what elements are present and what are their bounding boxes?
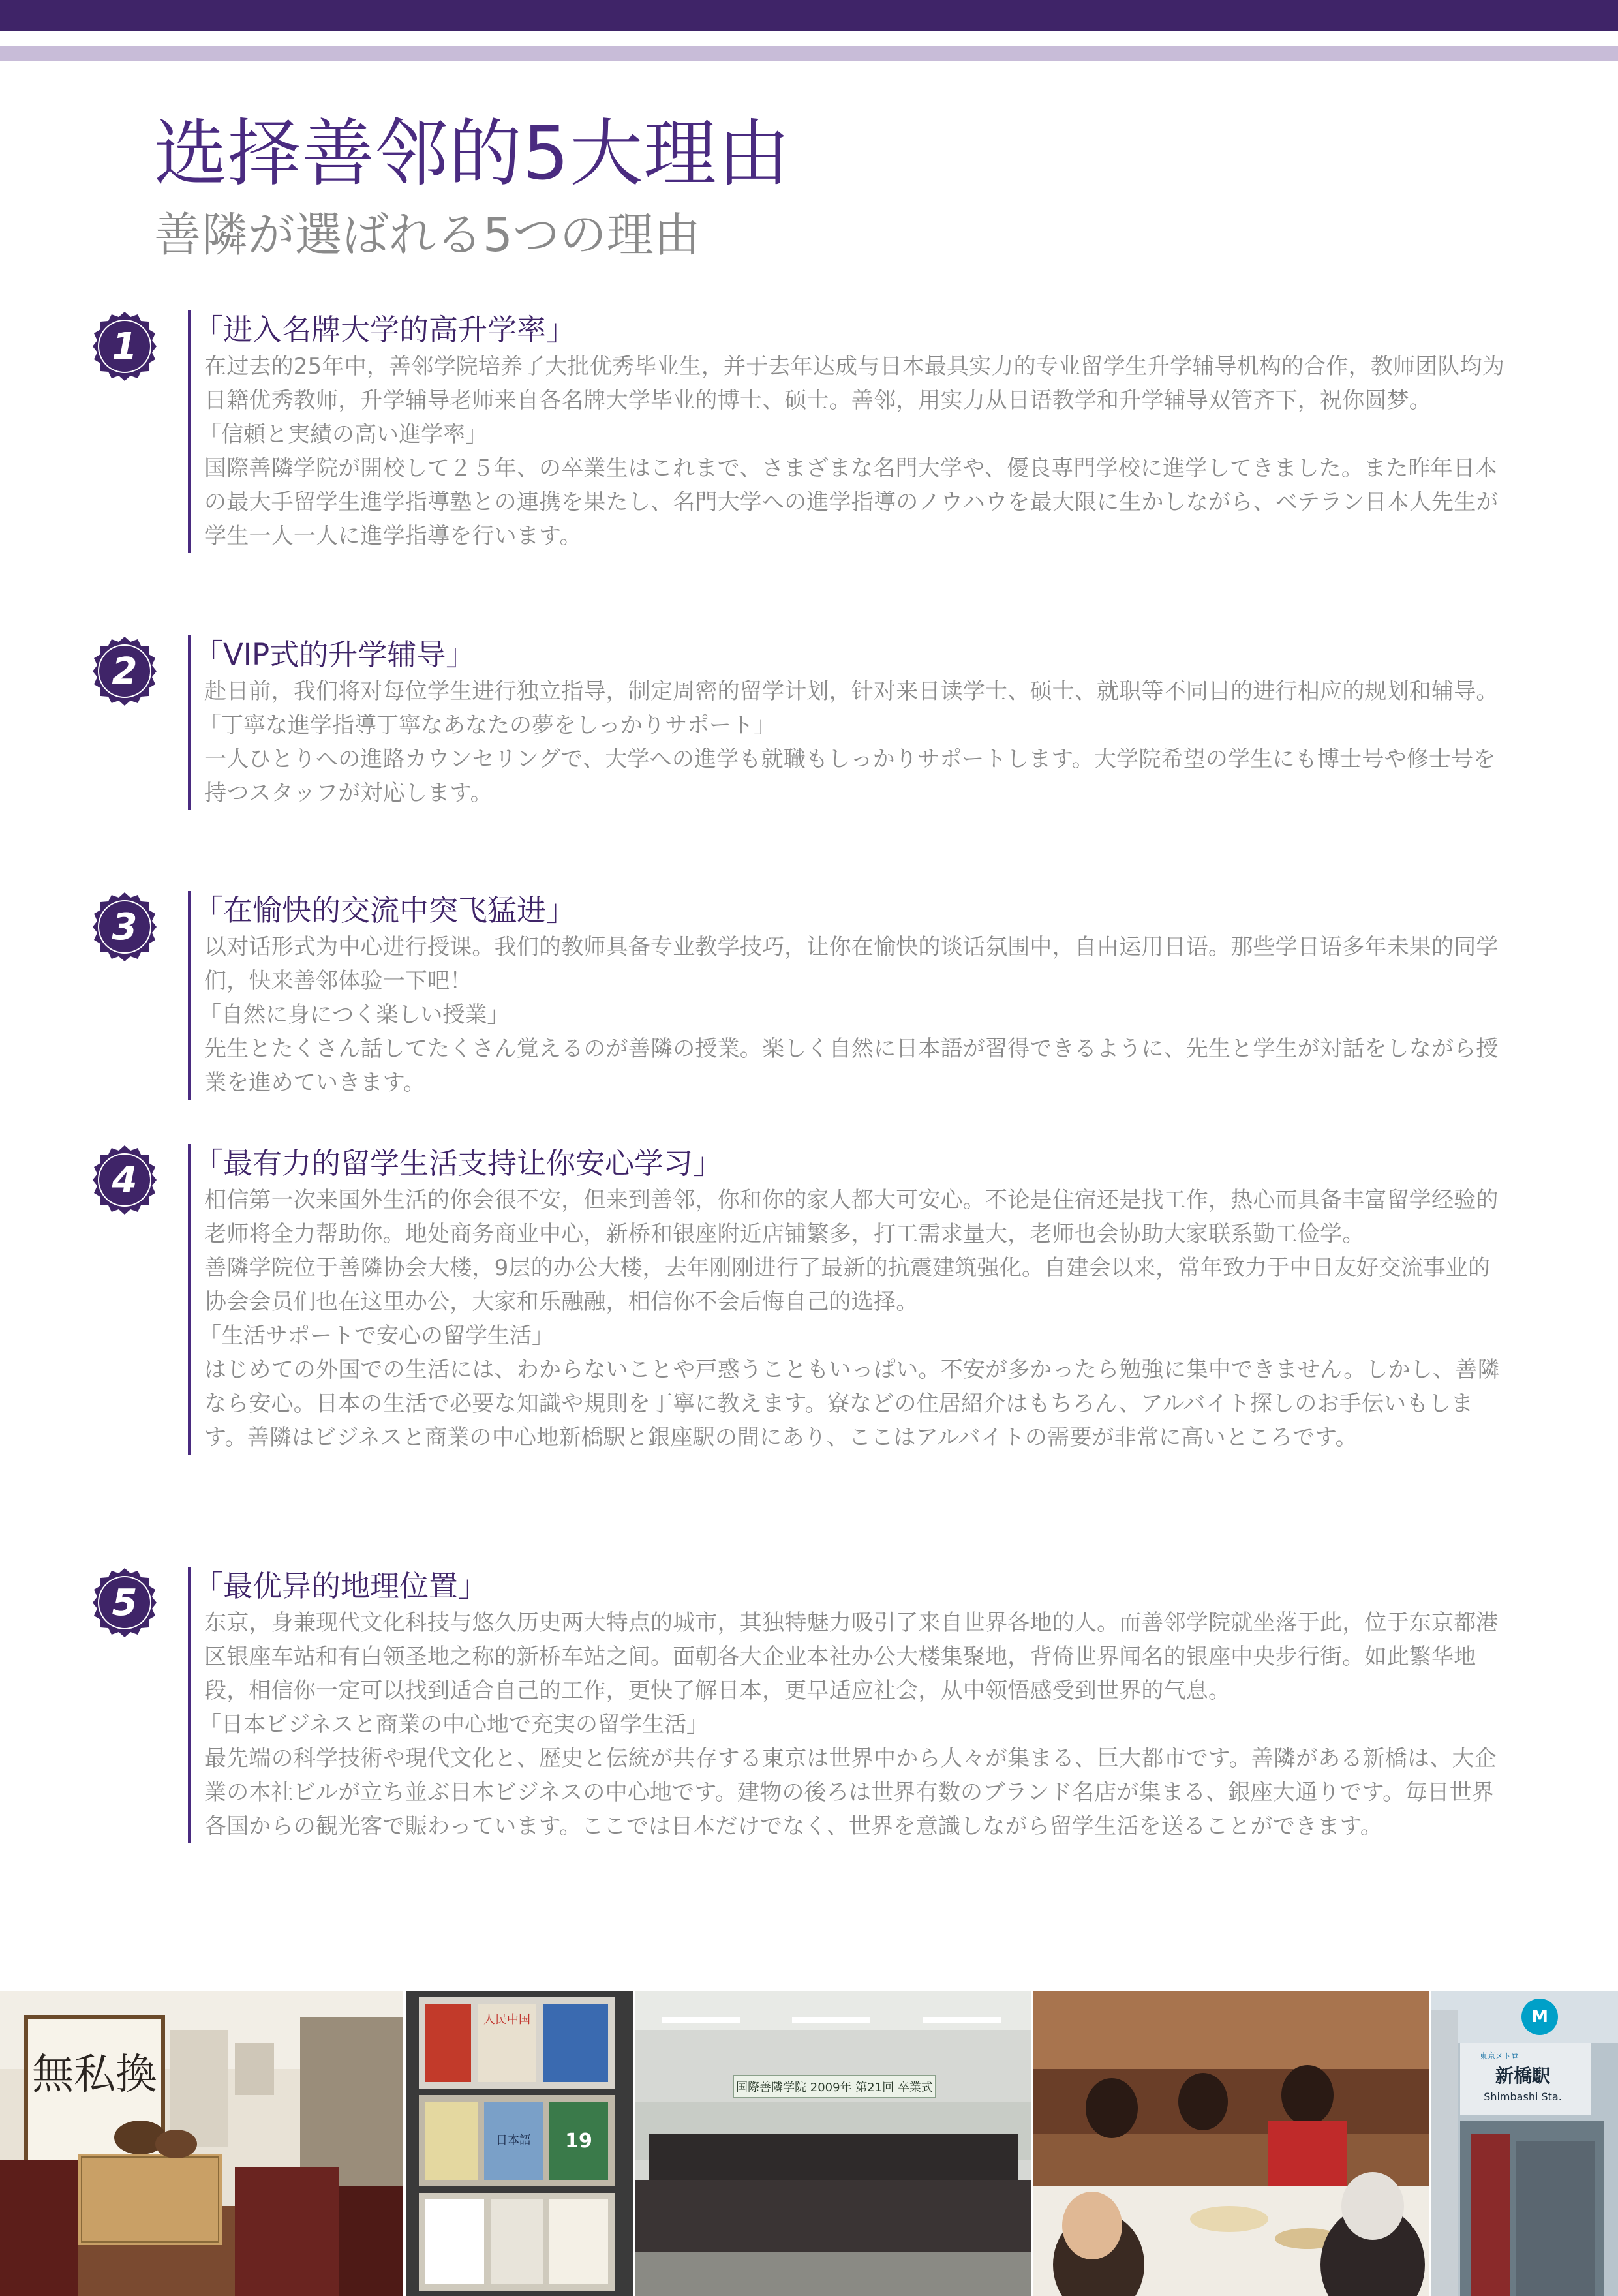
photo-strip (0, 1991, 1618, 2296)
badge-number: 3 (112, 906, 138, 948)
section-paragraph-jp: 先生とたくさん話してたくさん覚えるのが善隣の授業。楽しく自然に日本語が習得できるように、先生と学生が対話をしながら授業を進めていきます。 (204, 1036, 1499, 1096)
number-badge-5 (89, 1567, 160, 1639)
number-badge-3 (89, 891, 160, 963)
photo-graduation-ceremony (635, 1991, 1031, 2296)
section-paragraph-jp: 国際善隣学院が開校して２５年、の卒業生はこれまで、さまざまな名門大学や、優良専門学校に進学してきました。また昨年日本の最大手留学生進学指導塾との連携を果たし、名門大学への進学指導のノウハウを最大限に生かしながら、ベテラン日本人先生が学生一人一人に進学指導を行います。 (204, 455, 1499, 549)
section-subtitle-jp: 「日本ビジネスと商業の中心地で充実の留学生活」 (199, 1712, 709, 1738)
scalloped-badge-icon (89, 891, 160, 963)
badge-number: 1 (112, 325, 138, 368)
metro-label: 東京メトロ (1479, 2051, 1519, 2061)
badge-number: 4 (112, 1159, 138, 1201)
book-title: 19 (565, 2130, 592, 2152)
book-title: 人民中国 (483, 2013, 530, 2027)
svg-text:M: M (1531, 2007, 1548, 2027)
ceremony-banner: 国際善隣学院 2009年 第21回 卒業式 (736, 2081, 933, 2094)
section-paragraph-jp: はじめての外国での生活には、わからないことや戸惑うこともいっぱい。不安が多かったら勉強に集中できません。しかし、善隣なら安心。日本の生活で必要な知識や規則を丁寧に教えます。寮などの住居紹介はもちろん、アルバイト探しのお手伝いもします。善隣はビジネスと商業の中心地新橋駅と銀座駅の間にあり、ここはアルバイトの需要が非常に高いところです。 (204, 1357, 1500, 1451)
section-title: 「进入名牌大学的高升学率」 (194, 312, 576, 347)
section-title: 「最有力的留学生活支持让你安心学习」 (194, 1146, 723, 1181)
number-badge-2 (89, 635, 160, 707)
section-paragraph-cn: 以对话形式为中心进行授课。我们的教师具备专业教学技巧，让你在愉快的谈话氛围中，自由运用日语。那些学日语多年未果的同学们，快来善邻体验一下吧！ (204, 934, 1499, 994)
section-title: 「VIP式的升学辅导」 (194, 637, 476, 672)
scalloped-badge-icon (89, 310, 160, 382)
top-band-light (0, 46, 1618, 61)
section-subtitle-jp: 「生活サポートで安心の留学生活」 (199, 1323, 554, 1349)
section-paragraph-cn: 在过去的25年中，善邻学院培养了大批优秀毕业生，并于去年达成与日本最具实力的专业留学生升学辅导机构的合作，教师团队均为日籍优秀教师，升学辅导老师来自各名牌大学毕业的博士、硕士。善邻，用实力从日语教学和升学辅导双管齐下，祝你圆梦。 (204, 354, 1505, 414)
section-body (188, 310, 1522, 553)
photo-shimbashi-station (1431, 1991, 1618, 2296)
section-paragraph-cn: 赴日前，我们将对每位学生进行独立指导，制定周密的留学计划，针对来日读学士、硕士、就职等不同目的进行相应的规划和辅导。 (204, 678, 1499, 704)
book-title: 日本語 (496, 2134, 531, 2147)
section-paragraph-cn: 相信第一次来国外生活的你会很不安，但来到善邻，你和你的家人都大可安心。不论是住宿还是找工作，热心而具备丰富留学经验的老师将全力帮助你。地处商务商业中心，新桥和银座附近店铺繁多，打工需求量大，老师也会协助大家联系勤工俭学。 (204, 1187, 1499, 1247)
scalloped-badge-icon (89, 1567, 160, 1639)
photo-calligraphy-room (0, 1991, 403, 2296)
page-title: 选择善邻的5大理由 (154, 112, 791, 196)
number-badge-1 (89, 310, 160, 382)
badge-number: 2 (112, 650, 138, 693)
section-title: 「在愉快的交流中突飞猛进」 (194, 893, 576, 928)
section-body (188, 1567, 1522, 1843)
section-body (188, 635, 1522, 810)
section-subtitle-jp: 「丁寧な進学指導丁寧なあなたの夢をしっかりサポート」 (199, 712, 776, 738)
section-title: 「最优异的地理位置」 (194, 1569, 488, 1603)
section-subtitle-jp: 「自然に身につく楽しい授業」 (199, 1002, 510, 1028)
section-paragraph-jp: 最先端の科学技術や現代文化と、歴史と伝統が共存する東京は世界中から人々が集まる、巨大都市です。善隣がある新橋は、大企業の本社ビルが立ち並ぶ日本ビジネスの中心地です。建物の後ろは世界有数のブランド名店が集まる、銀座大通りです。毎日世界各国からの観光客で賑わっています。ここでは日本だけでなく、世界を意識しながら留学生活を送ることができます。 (204, 1745, 1497, 1839)
station-romaji: Shimbashi Sta. (1484, 2091, 1562, 2103)
photo-bookshelf (406, 1991, 633, 2296)
number-badge-4 (89, 1144, 160, 1216)
section-subtitle-jp: 「信頼と実績の高い進学率」 (199, 421, 487, 447)
section-paragraph-jp: 一人ひとりへの進路カウンセリングで、大学への進学も就職もしっかりサポートします。大学院希望の学生にも博士号や修士号を持つスタッフが対応します。 (204, 746, 1496, 806)
page-subtitle: 善隣が選ばれる5つの理由 (154, 207, 701, 262)
scalloped-badge-icon (89, 635, 160, 707)
calligraphy-text: 無私換 (32, 2051, 157, 2099)
section-body (188, 891, 1522, 1100)
section-paragraph-cn: 东京，身兼现代文化科技与悠久历史两大特点的城市，其独特魅力吸引了来自世界各地的人。而善邻学院就坐落于此，位于东京都港区银座车站和有白领圣地之称的新桥车站之间。面朝各大企业本社办公大楼集聚地，背倚世界闻名的银座中央步行街。如此繁华地段，相信你一定可以找到适合自己的工作，更快了解日本，更早适应社会，从中领悟感受到世界的气息。 (204, 1610, 1499, 1704)
section-paragraph-cn-2: 善隣学院位于善隣协会大楼，9层的办公大楼，去年刚刚进行了最新的抗震建筑强化。自建会以来，常年致力于中日友好交流事业的协会会员们也在这里办公，大家和乐融融，相信你不会后悔自己的选择。 (204, 1255, 1491, 1315)
photo-dining-party (1033, 1991, 1429, 2296)
scalloped-badge-icon (89, 1144, 160, 1216)
section-body (188, 1144, 1522, 1455)
top-band (0, 0, 1618, 31)
badge-number: 5 (112, 1582, 138, 1624)
station-name: 新橋駅 (1495, 2065, 1551, 2087)
